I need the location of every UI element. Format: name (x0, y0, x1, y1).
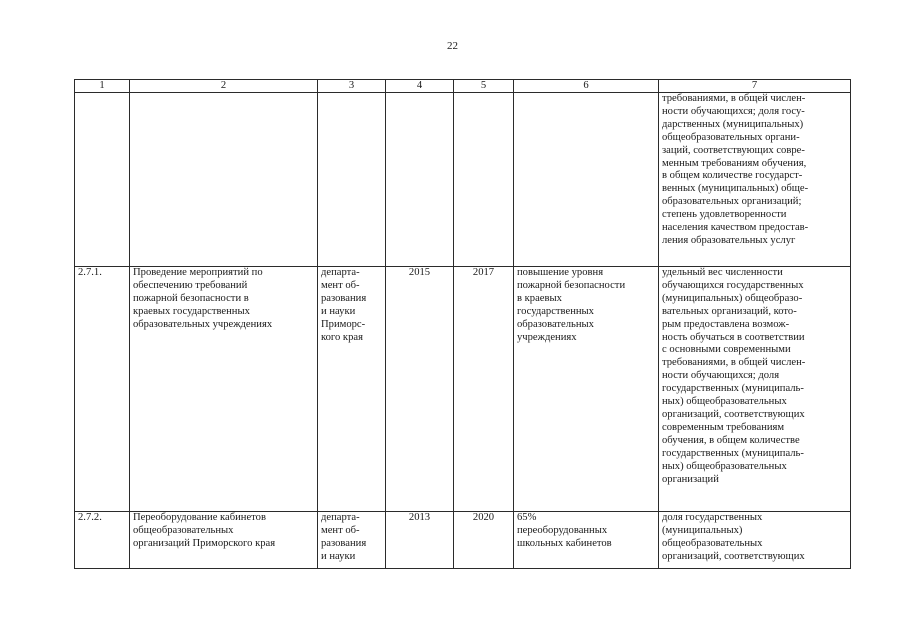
column-header-4: 4 (386, 80, 454, 93)
row-number-cell: 2.7.1. (75, 267, 130, 512)
measure-name-cell: Переоборудование кабинетов общеобразовательных организаций Приморского края (130, 512, 318, 569)
start-year-cell: 2013 (386, 512, 454, 569)
column-header-5: 5 (454, 80, 514, 93)
end-year-cell: 2017 (454, 267, 514, 512)
column-header-7: 7 (659, 80, 851, 93)
column-header-3: 3 (318, 80, 386, 93)
column-header-2: 2 (130, 80, 318, 93)
header-row (75, 80, 851, 93)
table-row-continuation (75, 93, 851, 267)
end-year-cell: 2020 (454, 512, 514, 569)
indicator-cell: требованиями, в общей числен- ности обучающихся; доля госу- дарственных (муниципальных) общеобразовательных органи- заций, соответствующих совре- менным требованиям обучения, в общем количестве государст- венных (муниципальных) обще- образовательных организаций; степень удовлетворенности населения качеством предостав- ления образовательных услуг (659, 93, 851, 267)
cell-empty (130, 93, 318, 267)
measure-name-cell: Проведение мероприятий по обеспечению требований пожарной безопасности в краевых государственных образовательных учреждениях (130, 267, 318, 512)
table-row (75, 267, 851, 512)
cell-empty (75, 93, 130, 267)
table-row (75, 512, 851, 569)
expected-result-cell: 65% переоборудованных школьных кабинетов (514, 512, 659, 569)
expected-result-cell: повышение уровня пожарной безопасности в краевых государственных образовательных учреждениях (514, 267, 659, 512)
measures-table (74, 79, 851, 569)
executor-cell: департа- мент об- разования и науки (318, 512, 386, 569)
row-number-cell: 2.7.2. (75, 512, 130, 569)
column-header-6: 6 (514, 80, 659, 93)
cell-empty (454, 93, 514, 267)
start-year-cell: 2015 (386, 267, 454, 512)
cell-empty (386, 93, 454, 267)
indicator-cell: доля государственных (муниципальных) общеобразовательных организаций, соответствующих (659, 512, 851, 569)
executor-cell: департа- мент об- разования и науки Приморс- кого края (318, 267, 386, 512)
indicator-cell: удельный вес численности обучающихся государственных (муниципальных) общеобразо- вательных организаций, кото- рым предоставлена возмож- ность обучаться в соответствии с основными современными требованиями, в общей числен- ности обучающихся; доля государственных (муниципаль- ных) общеобразовательных организаций, соответствующих современным требованиям обучения, в общем количестве государственных (муниципаль- ных) общеобразовательных организаций (659, 267, 851, 512)
page-number: 22 (447, 40, 458, 52)
column-header-1: 1 (75, 80, 130, 93)
cell-empty (514, 93, 659, 267)
cell-empty (318, 93, 386, 267)
